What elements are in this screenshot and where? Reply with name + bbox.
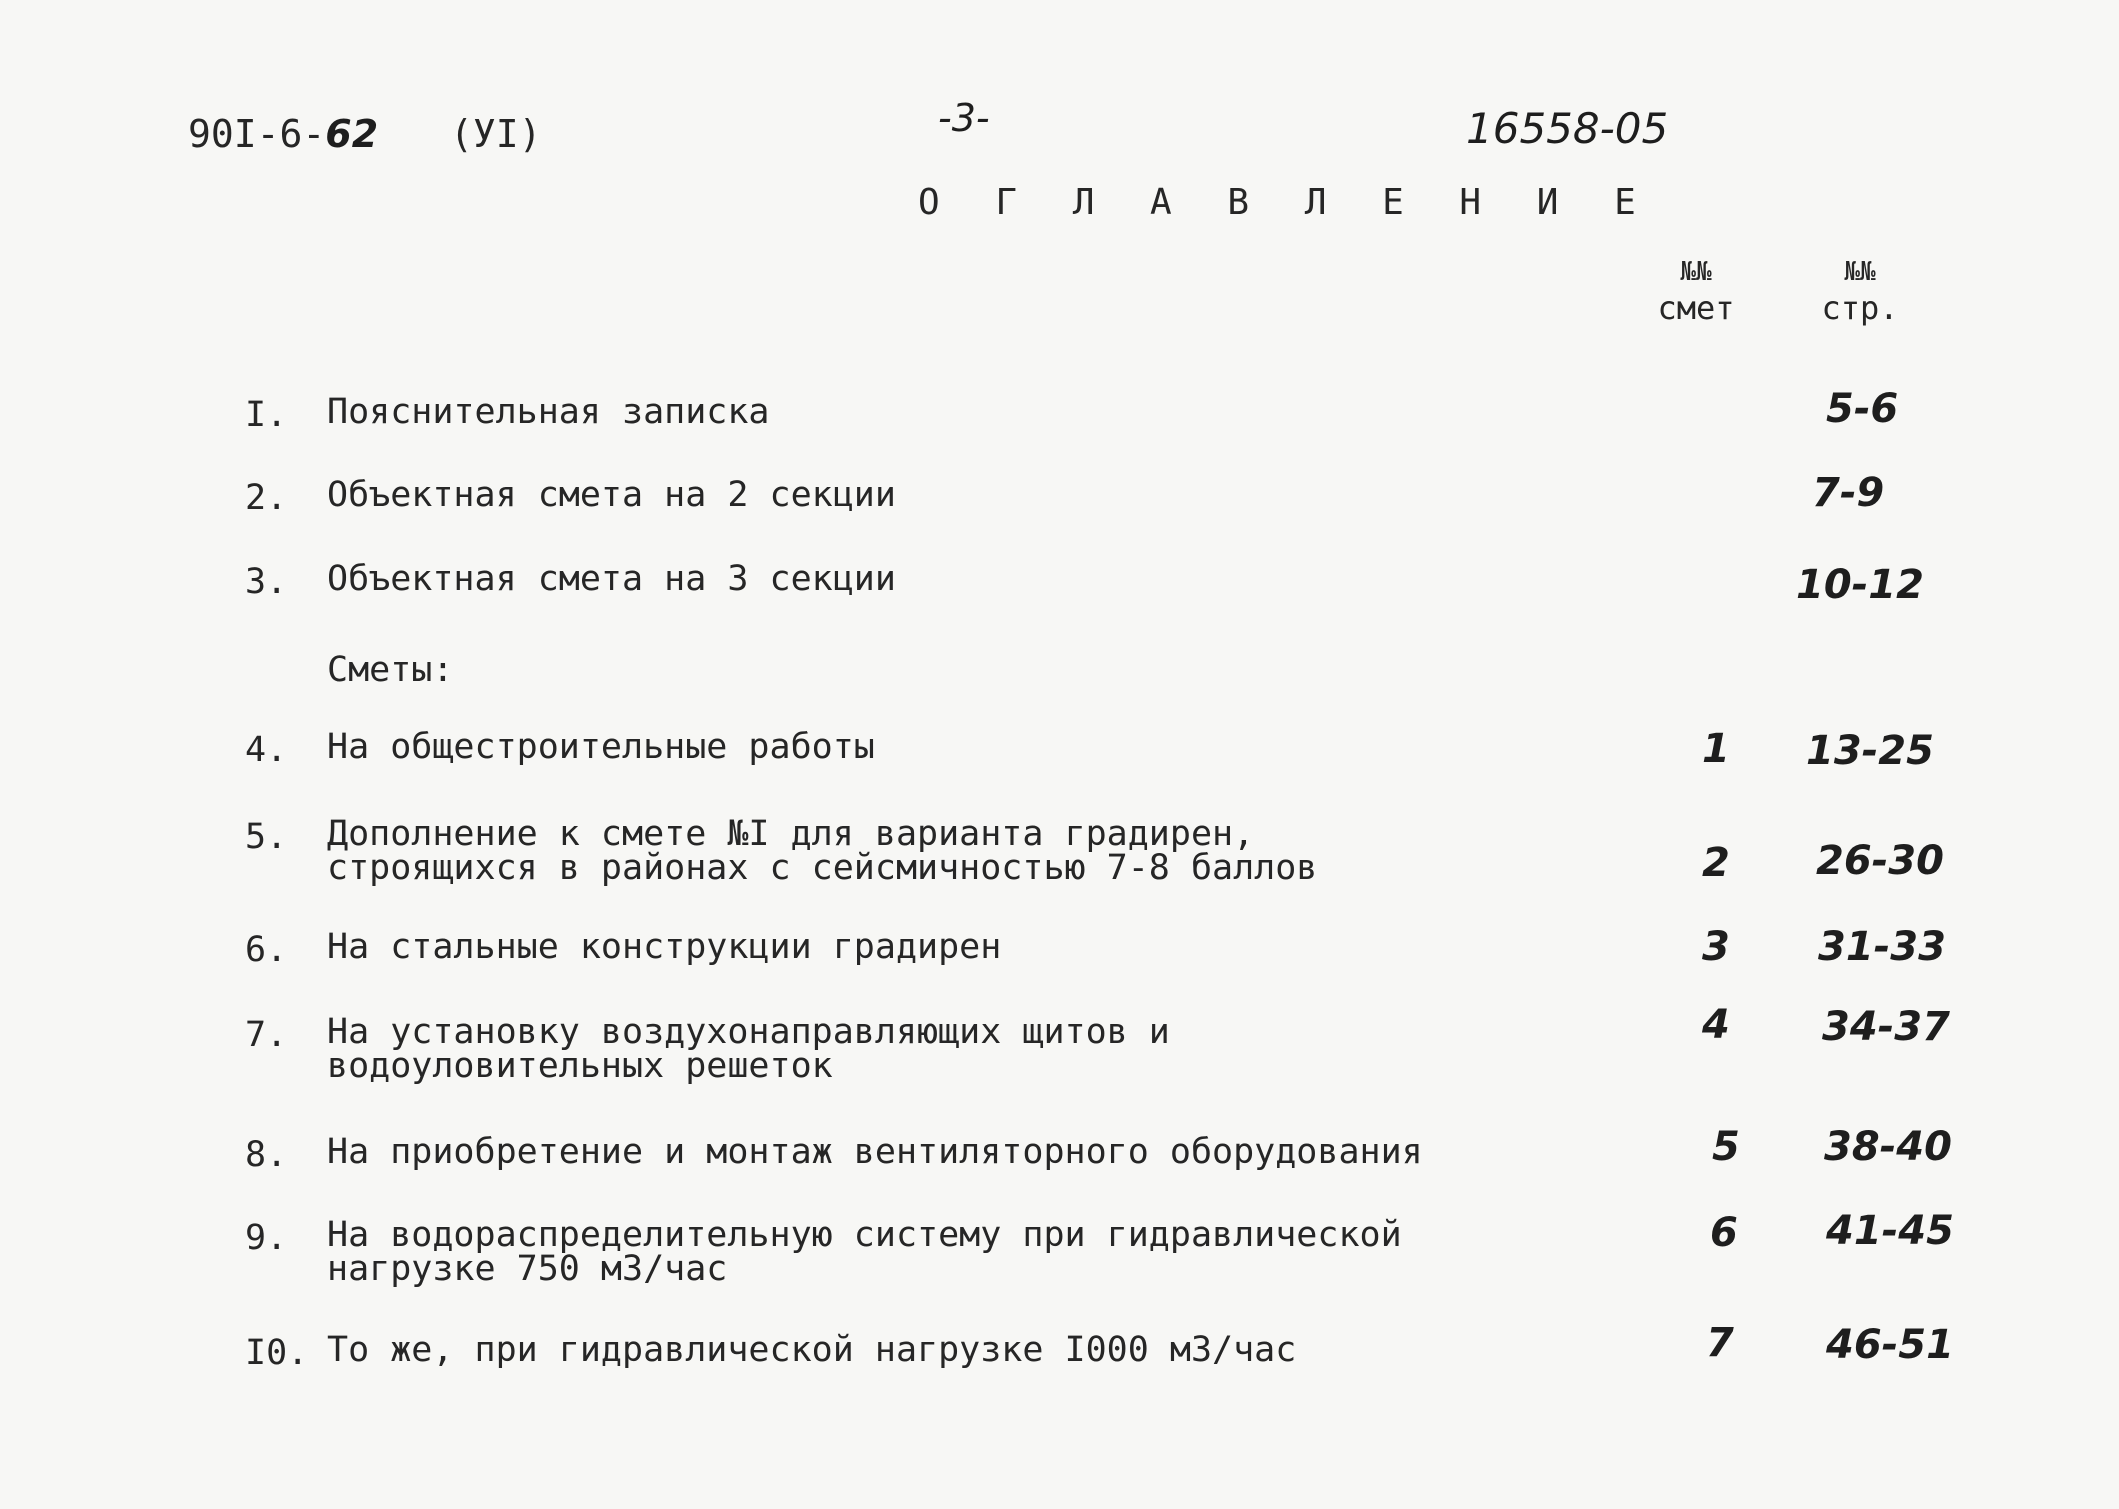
toc-entry-text <box>327 392 770 432</box>
toc-entry-number: 9. <box>245 1218 288 1258</box>
toc-entry-number: 7. <box>245 1015 288 1055</box>
page-title: О Г Л А В Л Е Н И Е <box>918 182 1653 223</box>
column-header-pages-numsign: №№ <box>1844 257 1876 287</box>
toc-entry-page-range: 5-6 <box>1826 386 1899 432</box>
document-number: 16558-05 <box>1466 104 1669 153</box>
document-code-typed: 90I-6- <box>188 112 326 156</box>
toc-entry-text-line: Объектная смета на 2 секции <box>327 475 896 515</box>
toc-entry-estimate-number: 5 <box>1712 1124 1740 1170</box>
toc-entry-text-line: Объектная смета на 3 секции <box>327 559 896 599</box>
toc-entry-number: 5. <box>245 817 288 857</box>
column-header-estimates-label: смет <box>1657 289 1735 327</box>
toc-entry-page-range: 38-40 <box>1824 1124 1952 1170</box>
toc-entry-text-line: На общестроительные работы <box>327 727 875 767</box>
toc-entry-number: 4. <box>245 730 288 770</box>
toc-entry-number: 8. <box>245 1135 288 1175</box>
toc-entry-page-range: 7-9 <box>1812 470 1885 516</box>
toc-entry-text <box>327 475 896 515</box>
toc-entry-number: 3. <box>245 562 288 602</box>
toc-entry-estimate-number: 4 <box>1702 1002 1730 1048</box>
toc-entry-page-range: 31-33 <box>1818 924 1946 970</box>
toc-entry-estimate-number: 2 <box>1702 840 1730 886</box>
column-header-estimates-numsign: №№ <box>1680 257 1712 287</box>
column-header-estimates <box>1636 254 1756 326</box>
toc-entry-estimate-number: 6 <box>1710 1210 1738 1256</box>
toc-entry-text <box>327 559 896 599</box>
toc-entry-estimate-number: 3 <box>1702 924 1730 970</box>
toc-entry-page-range: 13-25 <box>1806 728 1934 774</box>
toc-entry-page-range: 34-37 <box>1822 1004 1950 1050</box>
toc-entry-text <box>327 814 1318 888</box>
toc-entry-text-line: На стальные конструкции градирен <box>327 927 1002 967</box>
toc-entry-text-line: нагрузке 750 м3/час <box>327 1249 728 1289</box>
toc-entry-text <box>327 1132 1423 1172</box>
column-header-pages <box>1800 254 1920 326</box>
document-code <box>188 112 378 156</box>
toc-entry-estimate-number: 7 <box>1706 1320 1734 1366</box>
toc-entry-number: I. <box>245 395 288 435</box>
toc-entry-text-line: Пояснительная записка <box>327 392 770 432</box>
toc-entry-page-range: 10-12 <box>1796 562 1924 608</box>
toc-entry-text <box>327 1330 1297 1370</box>
toc-entry-text-line: Дополнение к смете №I для варианта градирен, <box>327 814 1255 854</box>
toc-entry-text <box>327 927 1002 967</box>
toc-entry-number: I0. <box>245 1333 309 1373</box>
toc-entry-text <box>327 1215 1402 1289</box>
toc-entry-page-range: 26-30 <box>1816 838 1944 884</box>
estimates-subheading: Сметы: <box>327 650 454 690</box>
toc-entry-text-line: То же, при гидравлической нагрузке I000 м3/час <box>327 1330 1297 1370</box>
toc-entry-estimate-number: 1 <box>1702 726 1730 772</box>
toc-entry-number: 6. <box>245 930 288 970</box>
toc-entry-text-line: На приобретение и монтаж вентиляторного оборудования <box>327 1132 1423 1172</box>
toc-entry-page-range: 46-51 <box>1826 1322 1954 1368</box>
toc-entry-text-line: На установку воздухонаправляющих щитов и <box>327 1012 1170 1052</box>
document-code-handwritten: 62 <box>325 112 379 156</box>
toc-entry-text <box>327 727 875 767</box>
page-number: -3- <box>938 96 990 140</box>
toc-entry-text-line: строящихся в районах с сейсмичностью 7-8 баллов <box>327 848 1318 888</box>
volume-label: (УI) <box>450 112 542 156</box>
toc-entry-text <box>327 1012 1170 1086</box>
toc-entry-text-line: На водораспределительную систему при гидравлической <box>327 1215 1402 1255</box>
column-header-pages-label: стр. <box>1821 289 1899 327</box>
toc-entry-text-line: водоуловительных решеток <box>327 1046 833 1086</box>
toc-entry-number: 2. <box>245 478 288 518</box>
toc-entry-page-range: 41-45 <box>1826 1208 1954 1254</box>
